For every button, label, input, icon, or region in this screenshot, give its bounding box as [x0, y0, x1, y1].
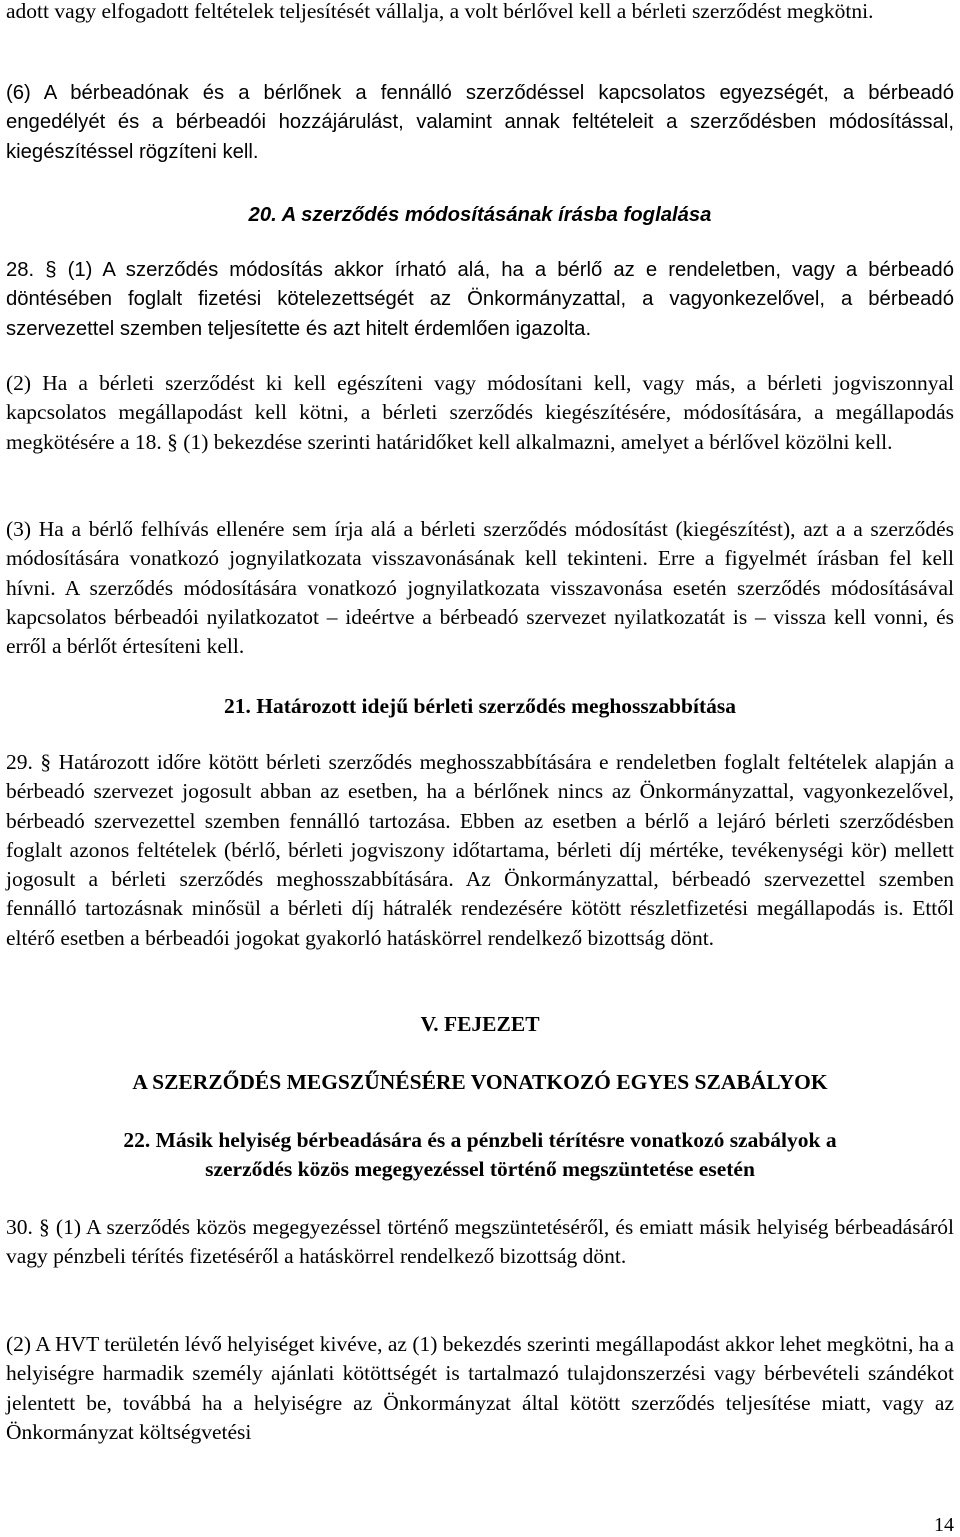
- continuation-paragraph: adott vagy elfogadott feltételek teljesítését vállalja, a volt bérlővel kell a bérleti szerződést megkötni.: [6, 0, 874, 23]
- section-29-paragraph: 29. § Határozott időre kötött bérleti szerződés meghosszabbítására e rendeletben foglalt feltételek alapján a bérbeadó szervezet jogosult abban az esetben, ha a bérlőnek nincs az Önkormányzattal, vagyonkezelővel, bérbeadó szervezettel szemben fennálló tartozása. Ebben az esetben a bérlő a lejáró bérleti szerződésben foglalt azonos feltételek (bérlő, bérleti jogviszony időtartama, bérleti díj mértéke, tevékenységi kör) mellett jogosult a bérleti szerződés meghosszabbítására. Az Önkormányzattal, bérbeadó szervezettel szemben fennálló tartozásnak minősül a bérleti díj hátralék rendezésére kötött részletfizetési megállapodás is. Ettől eltérő esetben a bérbeadói jogokat gyakorló hatáskörrel rendelkező bizottság dönt.: [6, 750, 954, 950]
- section-28-paragraph-1: 28. § (1) A szerződés módosítás akkor írható alá, ha a bérlő az e rendeletben, vagy a bérbeadó döntésében foglalt fizetési kötelezettségét az Önkormányzattal, a vagyonkezelővel, a bérbeadó szervezettel szemben teljesítette és azt hitelt érdemlően igazolta.: [6, 259, 954, 340]
- section-28-paragraph-3: (3) Ha a bérlő felhívás ellenére sem írja alá a bérleti szerződés módosítást (kiegészítést), azt a a szerződés módosítására vonatkozó jognyilatkozata visszavonásának kell tekinteni. Erre a figyelmét írásban fel kell hívni. A szerződés módosítására vonatkozó jognyilatkozata visszavonása esetén szerződés módosításával kapcsolatos bérbeadói nyilatkozatot – ideértve a bérbeadó szervezet nyilatkozatát is – vissza kell vonni, és erről a bérlőt értesíteni kell.: [6, 517, 954, 659]
- chapter-title: A SZERZŐDÉS MEGSZŰNÉSÉRE VONATKOZÓ EGYES SZABÁLYOK: [132, 1070, 828, 1094]
- section-30-paragraph-1: 30. § (1) A szerződés közös megegyezéssel történő megszüntetéséről, és emiatt másik helyiség bérbeadásáról vagy pénzbeli térítés fizetéséről a hatáskörrel rendelkező bizottság dönt.: [6, 1215, 954, 1269]
- chapter-number: V. FEJEZET: [420, 1012, 540, 1036]
- section-heading-20: 20. A szerződés módosításának írásba foglalása: [248, 204, 712, 226]
- section-heading-22-line-1: 22. Másik helyiség bérbeadására és a pénzbeli térítésre vonatkozó szabályok a: [123, 1128, 837, 1152]
- section-30-paragraph-2: (2) A HVT területén lévő helyiséget kivéve, az (1) bekezdés szerinti megállapodást akkor lehet megkötni, ha a helyiségre harmadik személy ajánlati kötöttségét is tartalmazó tulajdonszerzési vagy bérbevételi szándékot jelentett be, továbbá ha a helyiségre az Önkormányzat által kötött szerződés teljesítése miatt, vagy az Önkormányzat költségvetési: [6, 1332, 954, 1444]
- paragraph-6: (6) A bérbeadónak és a bérlőnek a fennálló szerződéssel kapcsolatos egyezségét, a bérbeadó engedélyét és a bérbeadói hozzájárulást, valamint annak feltételeit a szerződésben módosítással, kiegészítéssel rögzíteni kell.: [6, 82, 954, 163]
- section-heading-22-line-2: szerződés közös megegyezéssel történő megszüntetése esetén: [205, 1157, 755, 1181]
- section-28-paragraph-2: (2) Ha a bérleti szerződést ki kell egészíteni vagy módosítani kell, vagy más, a bérleti jogviszonnyal kapcsolatos megállapodást kell kötni, a bérleti szerződés kiegészítésére, módosítására, a megállapodás megkötésére a 18. § (1) bekezdése szerinti határidőket kell alkalmazni, amelyet a bérlővel közölni kell.: [6, 371, 954, 454]
- section-heading-21: 21. Határozott idejű bérleti szerződés meghosszabbítása: [224, 694, 736, 718]
- page-number: 14: [934, 1514, 954, 1536]
